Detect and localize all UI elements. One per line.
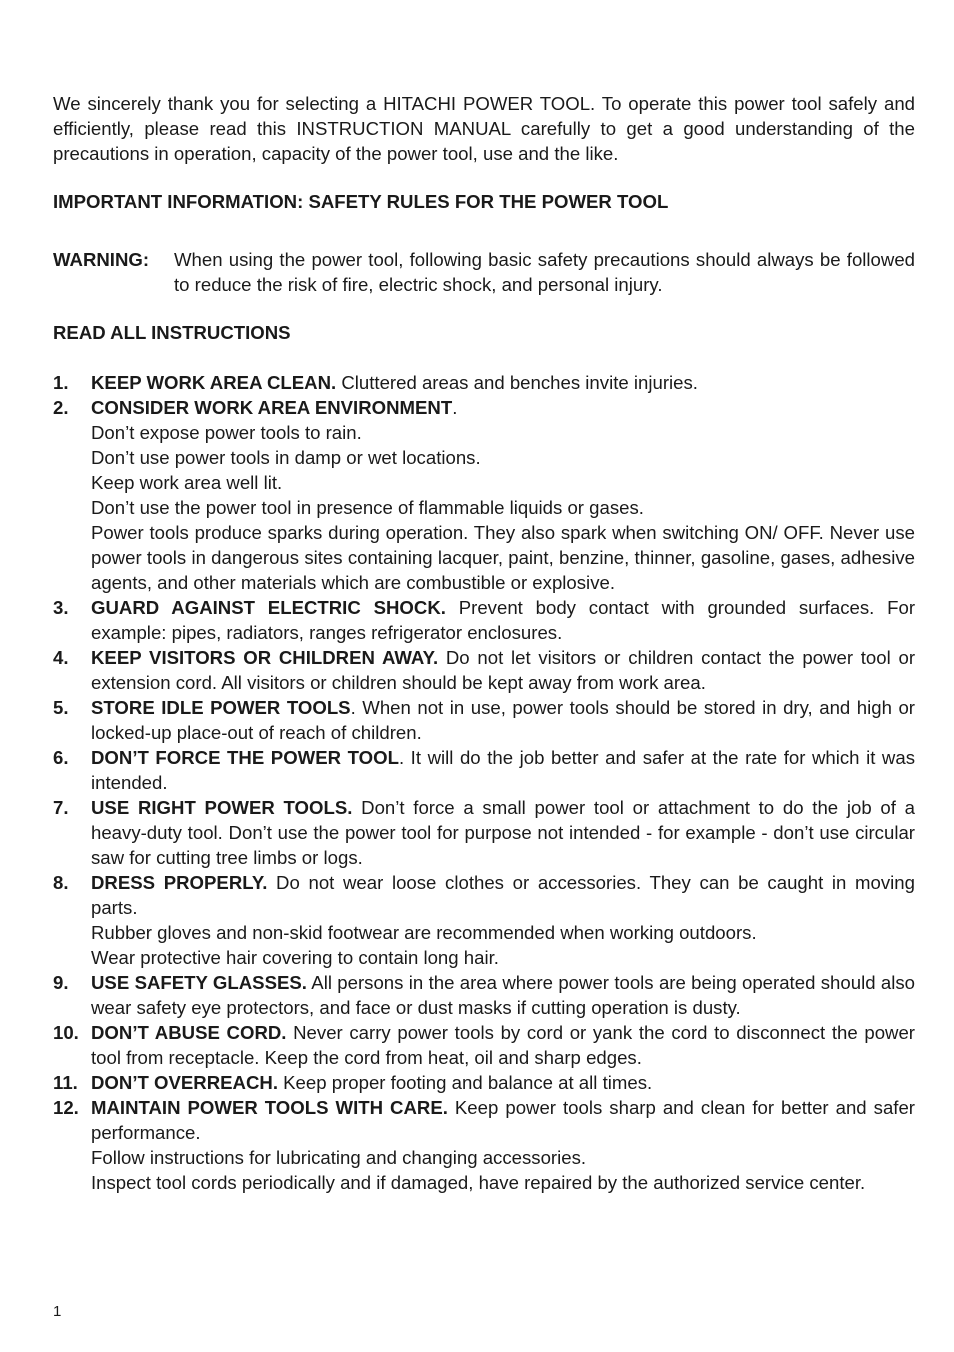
rule-number: 6.: [53, 747, 69, 768]
rule-title: MAINTAIN POWER TOOLS WITH CARE.: [91, 1097, 448, 1118]
safety-rule-item: [53, 970, 915, 1020]
rule-title: KEEP VISITORS OR CHILDREN AWAY.: [91, 647, 439, 668]
rule-number: 8.: [53, 872, 69, 893]
rule-text: All persons in the area where power tools are being operated should also wear safety eye protectors, and face or dust masks if cutting operation is dusty.: [91, 972, 915, 1018]
rule-text: Do not let visitors or children contact the power tool or extension cord. All visitors or children should be kept away from work area.: [91, 647, 916, 693]
rule-title: USE RIGHT POWER TOOLS.: [91, 797, 353, 818]
rule-text: Don’t force a small power tool or attachment to do the job of a heavy-duty tool. Don’t use the power tool for purpose not intended - for example - don’t use circular saw for cutting tree limbs or logs.: [91, 797, 915, 868]
safety-rules-list: [53, 370, 915, 1195]
rule-body: [91, 870, 915, 920]
rule-detail-line: Rubber gloves and non-skid footwear are recommended when working outdoors.: [91, 922, 757, 943]
warning-block: [53, 247, 915, 297]
safety-rule-item: [53, 1070, 915, 1095]
safety-rule-item: [53, 745, 915, 795]
safety-rule-item: [53, 645, 915, 695]
rule-text: Keep power tools sharp and clean for better and safer performance.: [91, 1097, 915, 1143]
rule-body: [91, 1095, 915, 1145]
rule-title: USE SAFETY GLASSES.: [91, 972, 307, 993]
rule-number: 10.: [53, 1022, 79, 1043]
rule-text: Never carry power tools by cord or yank the cord to disconnect the power tool from receptacle. Keep the cord from heat, oil and sharp edges.: [91, 1022, 916, 1068]
rule-detail-line: Wear protective hair covering to contain long hair.: [91, 947, 499, 968]
page-number: 1: [53, 1303, 62, 1320]
safety-rule-item: [53, 1020, 915, 1070]
rule-number: 11.: [53, 1072, 78, 1093]
safety-rule-item: [53, 370, 915, 395]
rule-body: [91, 1070, 915, 1095]
important-information-heading: IMPORTANT INFORMATION: SAFETY RULES FOR THE POWER TOOL: [53, 191, 669, 212]
rule-body: [91, 1020, 915, 1070]
safety-rule-item: [53, 870, 915, 970]
rule-title: KEEP WORK AREA CLEAN.: [91, 372, 337, 393]
rule-title: GUARD AGAINST ELECTRIC SHOCK.: [91, 597, 446, 618]
rule-number: 7.: [53, 797, 69, 818]
safety-rule-item: [53, 695, 915, 745]
rule-detail-line: Don’t expose power tools to rain.: [91, 422, 362, 443]
rule-title: CONSIDER WORK AREA ENVIRONMENT: [91, 397, 453, 418]
rule-detail-line: Don’t use power tools in damp or wet locations.: [91, 447, 481, 468]
rule-body: [91, 370, 915, 395]
rule-number: 4.: [53, 647, 69, 668]
rule-number: 3.: [53, 597, 69, 618]
rule-number: 2.: [53, 397, 69, 418]
safety-rule-item: [53, 395, 915, 595]
rule-body: [91, 795, 915, 870]
rule-number: 5.: [53, 697, 69, 718]
rule-text: . When not in use, power tools should be stored in dry, and high or locked-up place-out of reach of children.: [91, 697, 915, 743]
rule-number: 9.: [53, 972, 69, 993]
rule-title: DRESS PROPERLY.: [91, 872, 268, 893]
safety-rule-item: [53, 795, 915, 870]
rule-detail-line: Don’t use the power tool in presence of flammable liquids or gases.: [91, 497, 644, 518]
rule-title: DON’T OVERREACH.: [91, 1072, 278, 1093]
rule-number: 12.: [53, 1097, 79, 1118]
rule-number: 1.: [53, 372, 69, 393]
warning-text: When using the power tool, following basic safety precautions should always be followed to reduce the risk of fire, electric shock, and personal injury.: [174, 249, 915, 295]
intro-paragraph: We sincerely thank you for selecting a HITACHI POWER TOOL. To operate this power tool safely and efficiently, please read this INSTRUCTION MANUAL carefully to get a good understanding of the precautions in operation, capacity of the power tool, use and the like.: [53, 93, 915, 164]
rule-body: [91, 970, 915, 1020]
rule-detail-line: Keep work area well lit.: [91, 472, 283, 493]
rule-title: STORE IDLE POWER TOOLS: [91, 697, 351, 718]
rule-text: .: [452, 397, 458, 418]
read-all-instructions-heading: READ ALL INSTRUCTIONS: [53, 322, 291, 343]
rule-title: DON’T ABUSE CORD.: [91, 1022, 287, 1043]
rule-detail-line: Power tools produce sparks during operation. They also spark when switching ON/ OFF. Never use power tools in dangerous sites containing lacquer, paint, benzine, thinner, gasoline, gases, adhesive agents, and other materials which are combustible or explosive.: [91, 522, 915, 593]
rule-detail-line: Follow instructions for lubricating and changing accessories.: [91, 1147, 587, 1168]
rule-body: [91, 395, 915, 420]
rule-body: [91, 645, 915, 695]
safety-rule-item: [53, 1095, 915, 1195]
rule-body: [91, 595, 915, 645]
rule-text: Cluttered areas and benches invite injuries.: [336, 372, 698, 393]
rule-text: Prevent body contact with grounded surfaces. For example: pipes, radiators, ranges refrigerator enclosures.: [91, 597, 916, 643]
rule-text: . It will do the job better and safer at the rate for which it was intended.: [91, 747, 915, 793]
rule-title: DON’T FORCE THE POWER TOOL: [91, 747, 399, 768]
rule-detail-line: Inspect tool cords periodically and if damaged, have repaired by the authorized service center.: [91, 1172, 866, 1193]
manual-page: [53, 91, 915, 1195]
rule-body: [91, 745, 915, 795]
rule-body: [91, 695, 915, 745]
rule-text: Do not wear loose clothes or accessories. They can be caught in moving parts.: [91, 872, 915, 918]
safety-rule-item: [53, 595, 915, 645]
rule-text: Keep proper footing and balance at all times.: [277, 1072, 653, 1093]
warning-label: WARNING:: [53, 249, 150, 270]
